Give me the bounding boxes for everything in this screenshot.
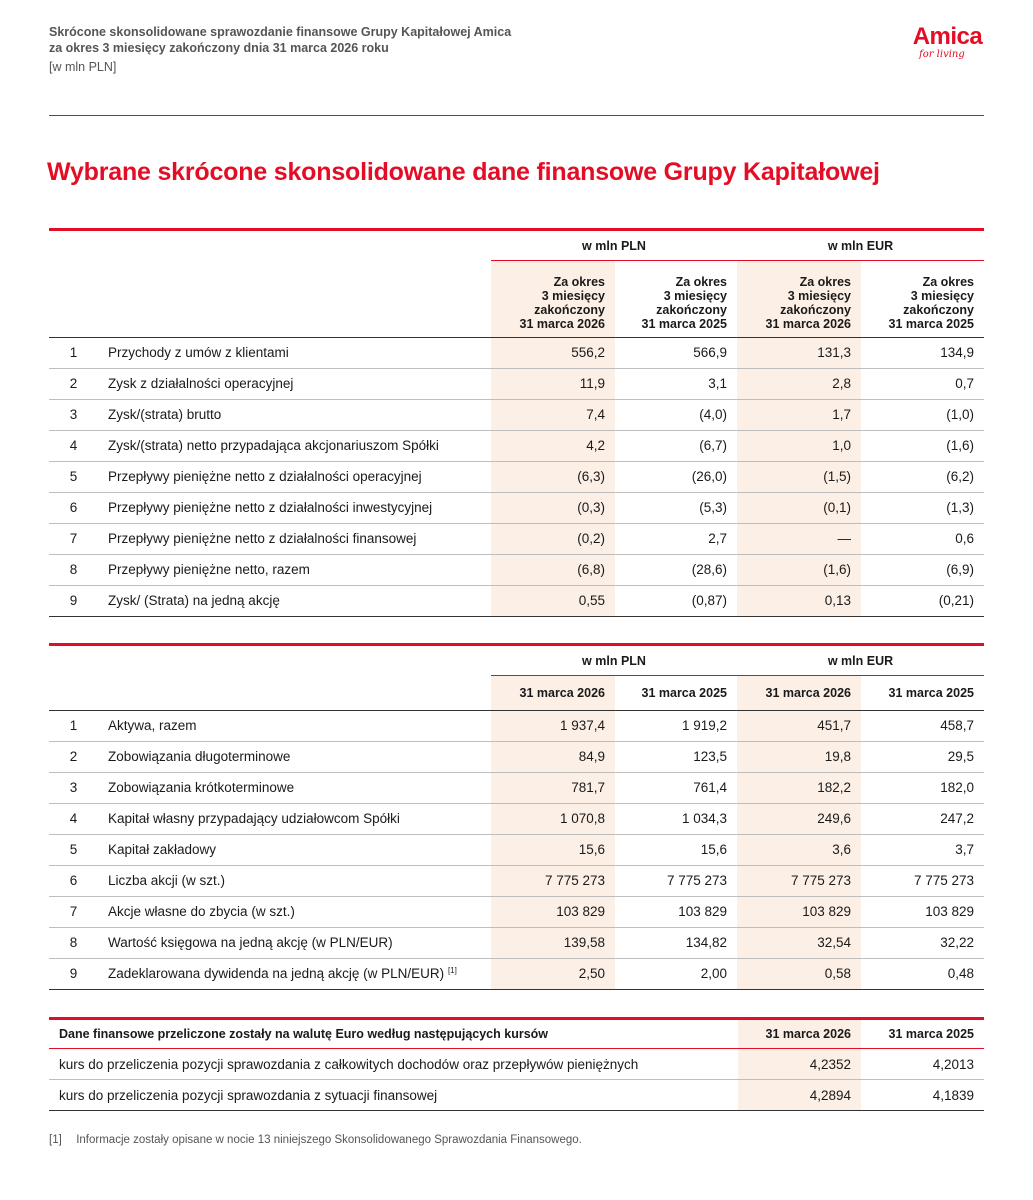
cell-value: (28,6) bbox=[615, 554, 737, 585]
rates-header bbox=[49, 1019, 984, 1049]
cell-value: 2,00 bbox=[615, 958, 737, 989]
footnote-ref: [1] bbox=[447, 966, 457, 975]
header-line-1: Skrócone skonsolidowane sprawozdanie finansowe Grupy Kapitałowej Amica bbox=[49, 25, 512, 39]
group-eur: w mln EUR bbox=[737, 645, 984, 676]
rates-col-2026: 31 marca 2026 bbox=[738, 1019, 861, 1049]
cell-value: 4,2 bbox=[491, 430, 615, 461]
group-eur: w mln EUR bbox=[737, 230, 984, 261]
cell-value: (1,6) bbox=[737, 554, 861, 585]
cell-value: 15,6 bbox=[615, 834, 737, 865]
cell-value: 761,4 bbox=[615, 772, 737, 803]
cell-value: 32,54 bbox=[737, 927, 861, 958]
table-row bbox=[49, 523, 984, 554]
cell-value: 3,7 bbox=[861, 834, 984, 865]
logo-tagline: for living bbox=[919, 49, 965, 60]
balance-column-header bbox=[49, 676, 984, 711]
cell-value: 2,50 bbox=[491, 958, 615, 989]
table-row bbox=[49, 492, 984, 523]
exchange-rates-table bbox=[49, 1017, 984, 1111]
group-pln: w mln PLN bbox=[491, 645, 737, 676]
table-row bbox=[49, 958, 984, 989]
cell-value: (0,87) bbox=[615, 585, 737, 616]
cell-value: 1 034,3 bbox=[615, 803, 737, 834]
cell-value: (0,2) bbox=[491, 523, 615, 554]
cell-value: 11,9 bbox=[491, 368, 615, 399]
cell-value: (6,2) bbox=[861, 461, 984, 492]
row-label: Przepływy pieniężne netto z działalności finansowej bbox=[98, 523, 491, 554]
row-label: Przepływy pieniężne netto z działalności inwestycyjnej bbox=[98, 492, 491, 523]
row-number: 7 bbox=[49, 896, 98, 927]
row-label: Przepływy pieniężne netto z działalności operacyjnej bbox=[98, 461, 491, 492]
balance-table bbox=[49, 643, 984, 990]
cell-value: 2,7 bbox=[615, 523, 737, 554]
table-row bbox=[49, 461, 984, 492]
cell-value: 182,2 bbox=[737, 772, 861, 803]
cell-value: (26,0) bbox=[615, 461, 737, 492]
row-number: 3 bbox=[49, 399, 98, 430]
rates-row bbox=[49, 1080, 984, 1111]
row-number: 6 bbox=[49, 865, 98, 896]
cell-value: 781,7 bbox=[491, 772, 615, 803]
income-column-header bbox=[49, 261, 984, 338]
cell-value: — bbox=[737, 523, 861, 554]
document-header bbox=[49, 24, 511, 75]
table-row bbox=[49, 834, 984, 865]
col-eur-2026: 31 marca 2026 bbox=[737, 676, 861, 711]
cell-value: 7 775 273 bbox=[615, 865, 737, 896]
rates-row bbox=[49, 1049, 984, 1080]
rates-header-label: Dane finansowe przeliczone zostały na walutę Euro według następujących kursów bbox=[49, 1019, 738, 1049]
cell-value: 2,8 bbox=[737, 368, 861, 399]
page-title: Wybrane skrócone skonsolidowane dane finansowe Grupy Kapitałowej bbox=[47, 158, 880, 186]
col-pln-2026: Za okres 3 miesięcy zakończony 31 marca 2026 bbox=[491, 261, 615, 338]
cell-value: 0,13 bbox=[737, 585, 861, 616]
table-row bbox=[49, 430, 984, 461]
row-label: Akcje własne do zbycia (w szt.) bbox=[98, 896, 491, 927]
cell-value: 103 829 bbox=[615, 896, 737, 927]
rate-value: 4,2352 bbox=[738, 1049, 861, 1080]
table-row bbox=[49, 337, 984, 368]
cell-value: (6,9) bbox=[861, 554, 984, 585]
cell-value: 84,9 bbox=[491, 741, 615, 772]
row-number: 5 bbox=[49, 461, 98, 492]
row-number: 9 bbox=[49, 585, 98, 616]
income-table bbox=[49, 228, 984, 617]
cell-value: 29,5 bbox=[861, 741, 984, 772]
row-label: Zysk/(strata) brutto bbox=[98, 399, 491, 430]
col-eur-2025: 31 marca 2025 bbox=[888, 685, 974, 700]
cell-value: (0,3) bbox=[491, 492, 615, 523]
row-number: 7 bbox=[49, 523, 98, 554]
cell-value: 1,7 bbox=[737, 399, 861, 430]
cell-value: 1,0 bbox=[737, 430, 861, 461]
row-label: Kapitał zakładowy bbox=[98, 834, 491, 865]
rate-label: kurs do przeliczenia pozycji sprawozdania z sytuacji finansowej bbox=[49, 1080, 738, 1111]
row-label: Kapitał własny przypadający udziałowcom Spółki bbox=[98, 803, 491, 834]
cell-value: 103 829 bbox=[491, 896, 615, 927]
cell-value: 1 070,8 bbox=[491, 803, 615, 834]
cell-value: 103 829 bbox=[861, 896, 984, 927]
header-divider bbox=[49, 115, 984, 116]
cell-value: (0,21) bbox=[861, 585, 984, 616]
col-eur-2025: Za okres 3 miesięcy zakończony 31 marca 2025 bbox=[888, 274, 974, 331]
cell-value: 103 829 bbox=[737, 896, 861, 927]
group-pln: w mln PLN bbox=[491, 230, 737, 261]
cell-value: 131,3 bbox=[737, 337, 861, 368]
row-label: Zadeklarowana dywidenda na jedną akcję (w PLN/EUR) [1] bbox=[98, 958, 491, 989]
header-line-2: za okres 3 miesięcy zakończony dnia 31 marca 2026 roku bbox=[49, 41, 389, 55]
row-label: Zobowiązania krótkoterminowe bbox=[98, 772, 491, 803]
cell-value: 0,58 bbox=[737, 958, 861, 989]
cell-value: (4,0) bbox=[615, 399, 737, 430]
cell-value: 3,1 bbox=[615, 368, 737, 399]
cell-value: (6,8) bbox=[491, 554, 615, 585]
cell-value: 247,2 bbox=[861, 803, 984, 834]
row-label: Zysk/ (Strata) na jedną akcję bbox=[98, 585, 491, 616]
balance-group-header bbox=[49, 645, 984, 676]
cell-value: 566,9 bbox=[615, 337, 737, 368]
row-label: Przepływy pieniężne netto, razem bbox=[98, 554, 491, 585]
row-number: 8 bbox=[49, 927, 98, 958]
income-group-header bbox=[49, 230, 984, 261]
cell-value: 32,22 bbox=[861, 927, 984, 958]
cell-value: (6,7) bbox=[615, 430, 737, 461]
row-number: 1 bbox=[49, 710, 98, 741]
row-number: 1 bbox=[49, 337, 98, 368]
row-number: 2 bbox=[49, 368, 98, 399]
row-number: 9 bbox=[49, 958, 98, 989]
col-pln-2025: 31 marca 2025 bbox=[641, 685, 727, 700]
cell-value: (6,3) bbox=[491, 461, 615, 492]
row-label: Zobowiązania długoterminowe bbox=[98, 741, 491, 772]
row-label: Wartość księgowa na jedną akcję (w PLN/EUR) bbox=[98, 927, 491, 958]
row-number: 3 bbox=[49, 772, 98, 803]
cell-value: 1 937,4 bbox=[491, 710, 615, 741]
cell-value: 7 775 273 bbox=[491, 865, 615, 896]
cell-value: 123,5 bbox=[615, 741, 737, 772]
footnote bbox=[49, 1134, 582, 1146]
cell-value: 249,6 bbox=[737, 803, 861, 834]
rates-col-2025: 31 marca 2025 bbox=[861, 1019, 984, 1049]
cell-value: 0,6 bbox=[861, 523, 984, 554]
row-number: 2 bbox=[49, 741, 98, 772]
row-number: 8 bbox=[49, 554, 98, 585]
table-row bbox=[49, 865, 984, 896]
cell-value: 458,7 bbox=[861, 710, 984, 741]
rate-value: 4,2894 bbox=[738, 1080, 861, 1111]
table-row bbox=[49, 554, 984, 585]
cell-value: 19,8 bbox=[737, 741, 861, 772]
row-number: 5 bbox=[49, 834, 98, 865]
table-row bbox=[49, 368, 984, 399]
table-row bbox=[49, 803, 984, 834]
cell-value: 7,4 bbox=[491, 399, 615, 430]
logo-wordmark: Amica bbox=[912, 23, 983, 50]
cell-value: 7 775 273 bbox=[861, 865, 984, 896]
row-label: Zysk z działalności operacyjnej bbox=[98, 368, 491, 399]
row-label: Liczba akcji (w szt.) bbox=[98, 865, 491, 896]
cell-value: 134,9 bbox=[861, 337, 984, 368]
cell-value: 0,48 bbox=[861, 958, 984, 989]
col-pln-2026: 31 marca 2026 bbox=[491, 676, 615, 711]
cell-value: 556,2 bbox=[491, 337, 615, 368]
cell-value: 139,58 bbox=[491, 927, 615, 958]
col-eur-2026: Za okres 3 miesięcy zakończony 31 marca 2026 bbox=[737, 261, 861, 338]
cell-value: (1,3) bbox=[861, 492, 984, 523]
cell-value: 3,6 bbox=[737, 834, 861, 865]
table-row bbox=[49, 772, 984, 803]
row-label: Przychody z umów z klientami bbox=[98, 337, 491, 368]
table-row bbox=[49, 585, 984, 616]
table-row bbox=[49, 399, 984, 430]
cell-value: 182,0 bbox=[861, 772, 984, 803]
rate-value: 4,1839 bbox=[861, 1080, 984, 1111]
header-unit: [w mln PLN] bbox=[49, 60, 117, 74]
cell-value: 451,7 bbox=[737, 710, 861, 741]
row-label: Zysk/(strata) netto przypadająca akcjonariuszom Spółki bbox=[98, 430, 491, 461]
row-label: Aktywa, razem bbox=[98, 710, 491, 741]
cell-value: (1,6) bbox=[861, 430, 984, 461]
cell-value: 0,7 bbox=[861, 368, 984, 399]
rate-label: kurs do przeliczenia pozycji sprawozdania z całkowitych dochodów oraz przepływów pieniężnych bbox=[49, 1049, 738, 1080]
cell-value: 1 919,2 bbox=[615, 710, 737, 741]
col-pln-2025: Za okres 3 miesięcy zakończony 31 marca 2025 bbox=[641, 274, 727, 331]
cell-value: (5,3) bbox=[615, 492, 737, 523]
rate-value: 4,2013 bbox=[861, 1049, 984, 1080]
cell-value: 7 775 273 bbox=[737, 865, 861, 896]
cell-value: (0,1) bbox=[737, 492, 861, 523]
cell-value: 0,55 bbox=[491, 585, 615, 616]
table-row bbox=[49, 896, 984, 927]
table-row bbox=[49, 710, 984, 741]
cell-value: 15,6 bbox=[491, 834, 615, 865]
footnote-mark: [1] bbox=[49, 1134, 62, 1146]
row-number: 4 bbox=[49, 430, 98, 461]
amica-logo bbox=[905, 24, 990, 60]
cell-value: (1,5) bbox=[737, 461, 861, 492]
cell-value: (1,0) bbox=[861, 399, 984, 430]
table-row bbox=[49, 741, 984, 772]
row-number: 4 bbox=[49, 803, 98, 834]
cell-value: 134,82 bbox=[615, 927, 737, 958]
table-row bbox=[49, 927, 984, 958]
row-number: 6 bbox=[49, 492, 98, 523]
footnote-text: Informacje zostały opisane w nocie 13 niniejszego Skonsolidowanego Sprawozdania Finansowego. bbox=[76, 1134, 582, 1146]
